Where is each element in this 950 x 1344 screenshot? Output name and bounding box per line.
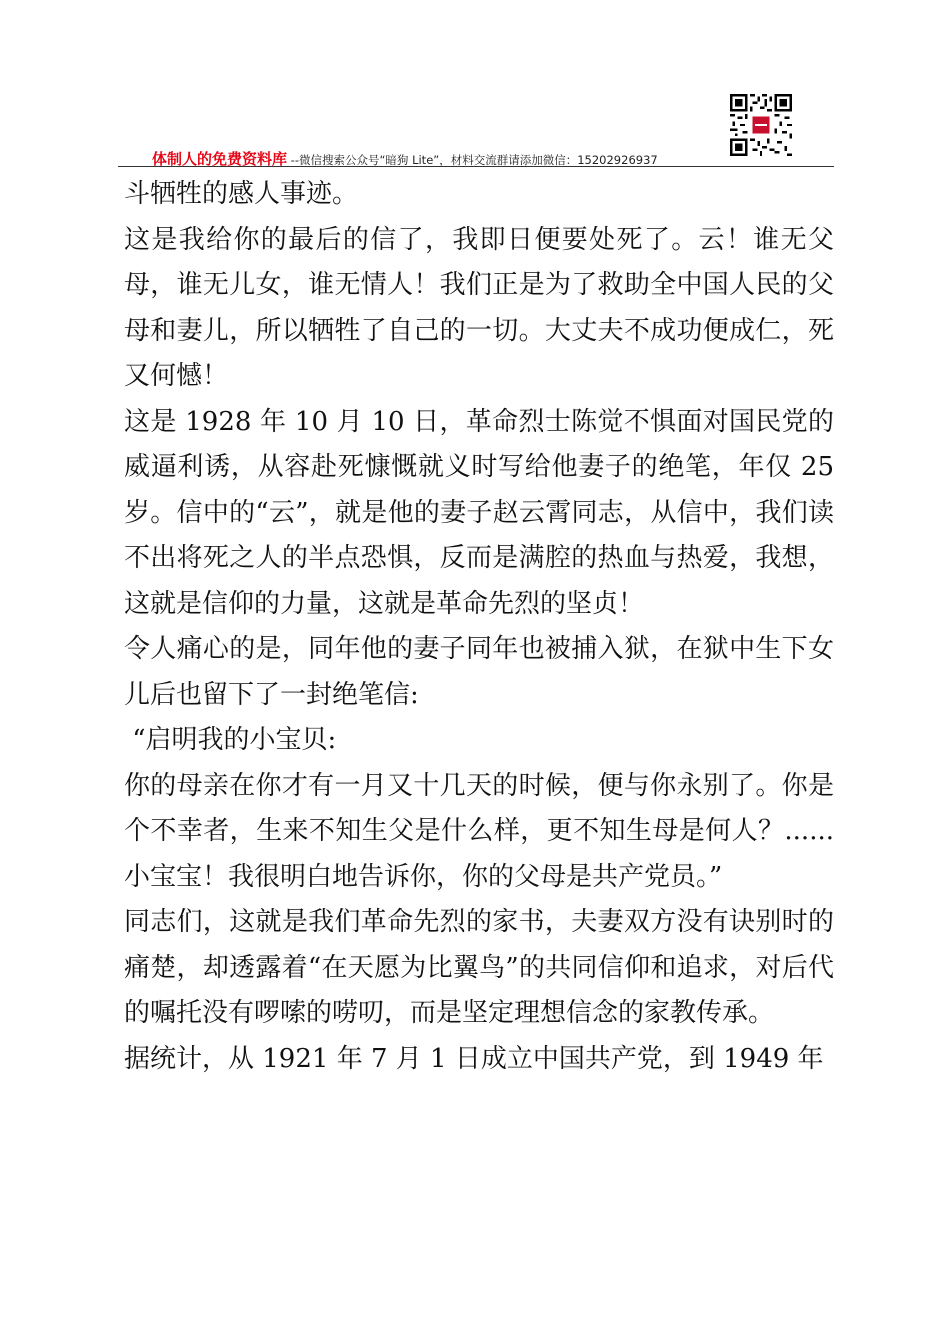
document-body [124,172,843,1082]
brand-title: 体制人的免费资料库 [152,150,288,168]
paragraph: “启明我的小宝贝: [124,725,337,755]
qr-code-icon [730,94,792,156]
paragraph: 令人痛心的是，同年他的妻子同年也被捕入狱，在狱中生下女儿后也留下了一封绝笔信: [124,634,834,710]
paragraph: 这是我给你的最后的信了，我即日便要处死了。云！谁无父母，谁无儿女，谁无情人！我们正是为了救助全中国人民的父母和妻儿，所以牺牲了自己的一切。大丈夫不成功便成仁，死又何憾！ [124,224,834,391]
paragraph: 据统计，从 1921 年 7 月 1 日成立中国共产党，到 1949 年 [124,1043,824,1074]
paragraph: 你的母亲在你才有一月又十几天的时候，便与你永别了。你是个不幸者，生来不知生父是什么样，更不知生母是何人？......小宝宝！我很明白地告诉你，你的父母是共产党员。” [124,770,834,892]
paragraph: 这是 1928 年 10 月 10 日，革命烈士陈觉不惧面对国民党的威逼利诱，从容赴死慷慨就义时写给他妻子的绝笔，年仅 25 岁。信中的“云”，就是他的妻子赵云霄同志，从信中，我们读不出将死之人的半点恐惧，反而是满腔的热血与热爱，我想，这就是信仰的力量，这就是革命先烈的坚贞！ [124,406,843,619]
header-tagline: --微信搜索公众号“暗狗 Lite”，材料交流群请添加微信：15202926937 [287,153,658,167]
paragraph: 斗牺牲的感人事迹。 [124,179,359,209]
paragraph: 同志们，这就是我们革命先烈的家书，夫妻双方没有诀别时的痛楚，却透露着“在天愿为比翼鸟”的共同信仰和追求，对后代的嘱托没有啰嗦的唠叨，而是坚定理想信念的家教传承。 [124,907,834,1028]
header-text [152,148,658,169]
page-header [118,92,834,167]
